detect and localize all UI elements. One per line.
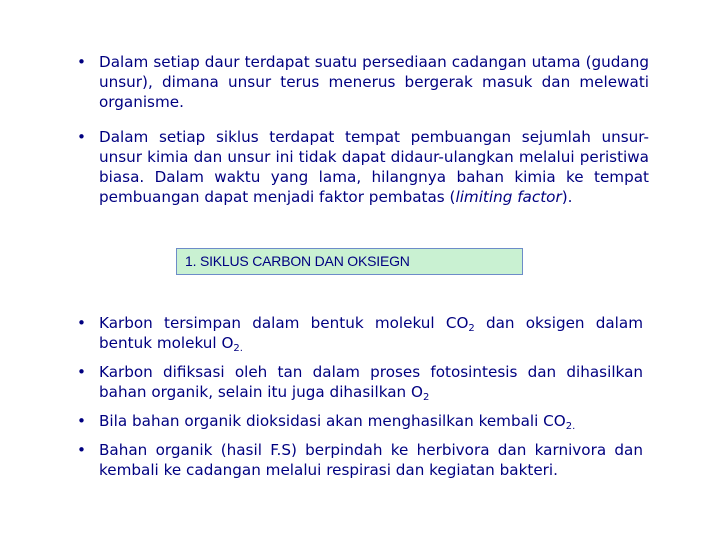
list-item [77, 127, 649, 207]
bullet-icon: • [77, 363, 86, 381]
bullet-icon: • [77, 441, 86, 459]
bullet-icon: • [77, 412, 86, 430]
bullet-text: Dalam setiap daur terdapat suatu persediaan cadangan utama (gudang unsur), dimana unsur terus menerus bergerak masuk dan melewati organisme. [99, 53, 649, 111]
bullet-text: Dalam setiap siklus terdapat tempat pembuangan sejumlah unsur-unsur kimia dan unsur ini tidak dapat didaur-ulangkan melalui peristiwa biasa. Dalam waktu yang lama, hilangnya bahan kimia ke tempat pembuangan dapat menjadi faktor pembatas ( [99, 128, 649, 206]
bullet-text-end: ). [561, 188, 573, 206]
subscript: 2. [565, 421, 576, 432]
section-heading: 1. SIKLUS CARBON DAN OKSIEGN [185, 253, 410, 269]
bullet-italic-term: limiting factor [455, 188, 562, 206]
bullet-icon: • [77, 128, 86, 146]
bullet-text: Bahan organik (hasil F.S) berpindah ke herbivora dan karnivora dan kembali ke cadangan melalui respirasi dan kegiatan bakteri. [99, 441, 643, 479]
list-item [77, 362, 643, 402]
section-heading-box [176, 248, 523, 275]
bullet-text: Karbon tersimpan dalam bentuk molekul CO [99, 314, 469, 332]
list-item [77, 52, 649, 112]
carbon-bullet-list [77, 313, 643, 489]
bullet-icon: • [77, 53, 86, 71]
bullet-text-cont: dan oksigen dalam bentuk molekul O [99, 314, 644, 352]
list-item [77, 313, 643, 353]
bullet-icon: • [77, 314, 86, 332]
list-item [77, 440, 643, 480]
list-item [77, 411, 643, 431]
subscript: 2 [422, 392, 430, 403]
subscript: 2. [233, 343, 243, 354]
bullet-text: Karbon difiksasi oleh tan dalam proses fotosintesis dan dihasilkan bahan organik, selain itu juga dihasilkan O [99, 363, 643, 401]
subscript: 2 [468, 323, 475, 334]
intro-bullet-list [77, 52, 649, 222]
bullet-text: Bila bahan organik dioksidasi akan menghasilkan kembali CO [99, 412, 566, 430]
